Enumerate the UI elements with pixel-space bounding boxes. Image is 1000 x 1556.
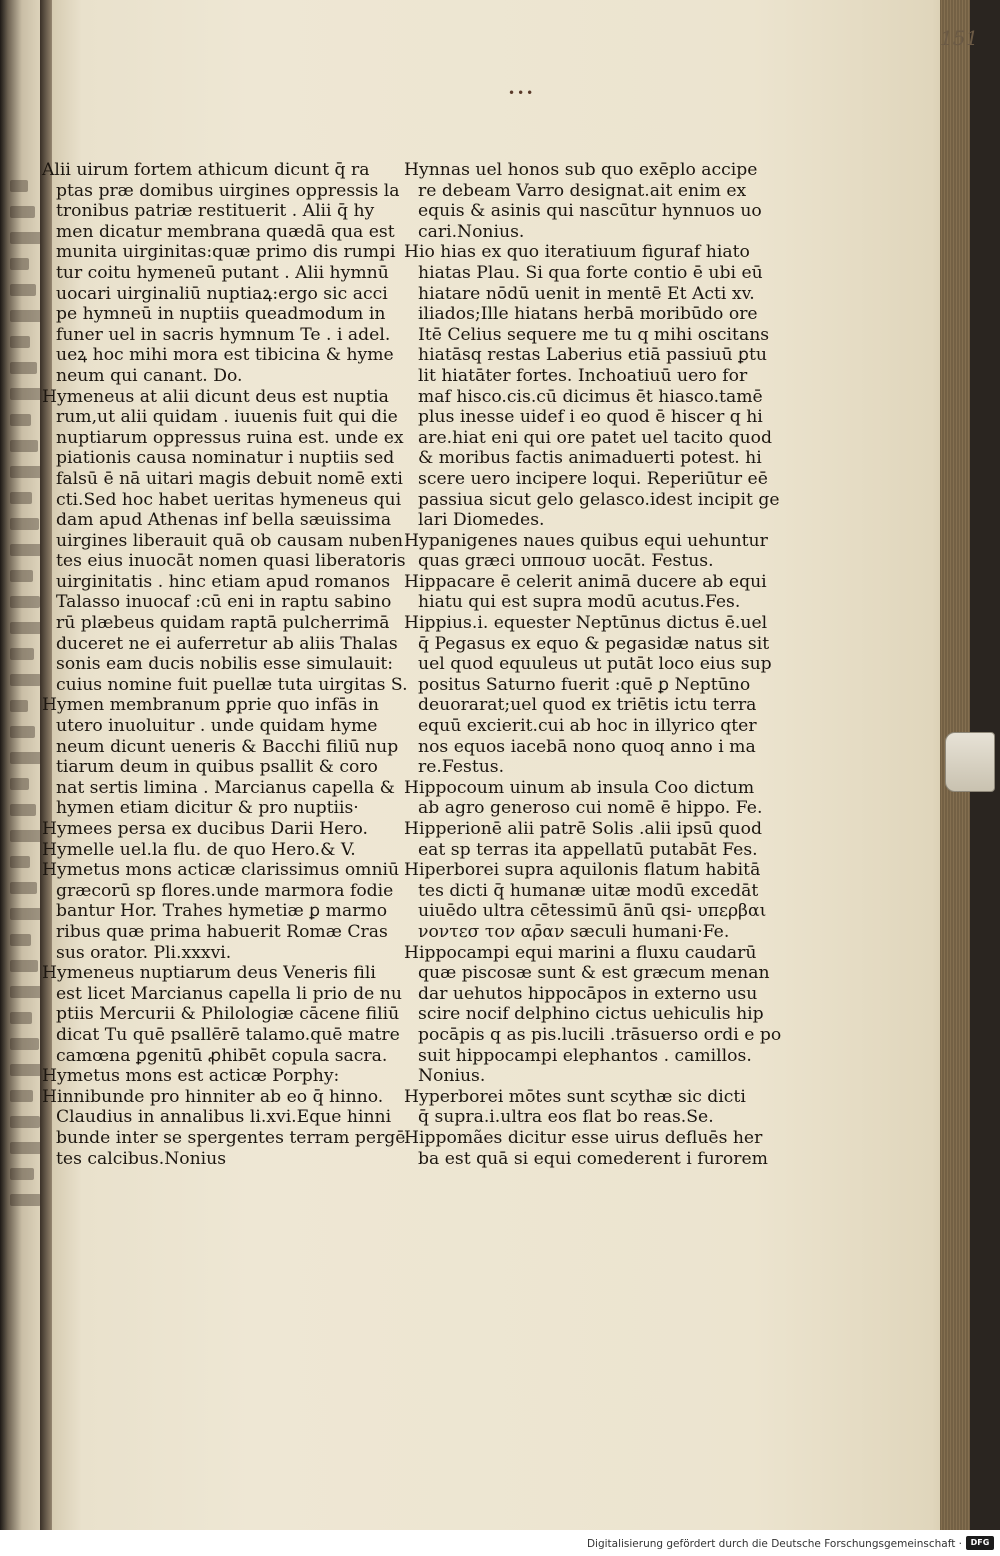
text-line: græcorū sp flores.unde marmora fodie: [56, 880, 394, 901]
text-line: munita uirginitas:quæ primo dis rumpi: [56, 242, 396, 263]
facing-page-text-fragment: [10, 960, 38, 972]
text-line: iliados;Ille hiatans herbā moribūdo ore: [418, 304, 758, 325]
text-line: neum qui canant. Do.: [56, 365, 243, 386]
text-line: tiarum deum in quibus psallit & coro: [56, 757, 378, 778]
text-line: dar uehutos hippocāpos in externo usu: [418, 983, 758, 1004]
text-line: Hipperionē alii patrē Solis .alii ipsū quod: [404, 819, 762, 839]
text-line: ribus quæ prima habuerit Romæ Cras: [56, 921, 388, 942]
text-line: funer uel in sacris hymnum Te . i adel.: [56, 324, 391, 345]
text-line: piationis causa nominatur i nuptiis sed: [56, 448, 395, 469]
text-line: equū excierit.cui ab hoc in illyrico qter: [418, 716, 757, 737]
facing-page-text-fragment: [10, 882, 37, 894]
text-line: ab agro generoso cui nomē ē hippo. Fe.: [418, 798, 763, 819]
text-line: eat sp terras ita appellatū putabāt Fes.: [418, 839, 758, 860]
facing-page-text-fragment: [10, 1168, 34, 1180]
text-line: hiatu qui est supra modū acutus.Fes.: [418, 592, 741, 613]
text-line: rū plæbeus quidam raptā pulcherrimā: [56, 613, 390, 634]
facing-page-text-fragment: [10, 232, 42, 244]
text-line: tur coitu hymeneū putant . Alii hymnū: [56, 262, 389, 283]
text-line: Hinnibunde pro hinniter ab eo q̄ hinno.: [42, 1086, 384, 1107]
text-line: tes calcibus.Nonius: [56, 1148, 227, 1169]
text-line: uirginitatis . hinc etiam apud romanos: [56, 571, 391, 592]
text-line: Hymeneus nuptiarum deus Veneris fili: [42, 963, 376, 984]
facing-page-text-fragment: [10, 674, 41, 686]
text-line: are.hiat eni qui ore patet uel tacito quod: [418, 427, 773, 448]
text-line: dam apud Athenas inf bella sæuissima: [56, 510, 392, 531]
text-line: Nonius.: [418, 1066, 486, 1087]
text-line: suit hippocampi elephantos . camillos.: [418, 1045, 752, 1066]
text-line: ba est quā si equi comederent i furorem: [418, 1148, 768, 1169]
text-line: ptiis Mercurii & Philologiæ cācene filiū: [56, 1004, 400, 1025]
facing-page-text-fragment: [10, 258, 29, 270]
text-line: Itē Celius sequere me tu q mihi oscitans: [418, 324, 770, 345]
funding-credit: Digitalisierung gefördert durch die Deutsche Forschungsgemeinschaft ·: [586, 1538, 962, 1550]
facing-page-text-fragment: [10, 726, 35, 738]
text-line: hiatas Plau. Si qua forte contio ē ubi eū: [418, 262, 763, 283]
text-line: rum,ut alii quidam . iuuenis fuit qui die: [56, 407, 398, 428]
facing-page-text-fragment: [10, 1116, 40, 1128]
dfg-logo: DFG: [966, 1536, 994, 1550]
facing-page-text-fragment: [10, 570, 33, 582]
facing-page-text-fragment: [10, 908, 44, 920]
text-line: men dicatur membrana quædā qua est: [56, 221, 395, 242]
facing-page-text-fragment: [10, 596, 40, 608]
text-line: hiatare nōdū uenit in mentē Et Acti xv.: [418, 283, 755, 304]
text-line: bantur Hor. Trahes hymetiæ ꝑ marmo: [56, 901, 388, 922]
text-line: equis & asinis qui nascūtur hynnuos uo: [418, 201, 762, 222]
facing-page-text-fragment: [10, 414, 31, 426]
text-line: & moribus factis animaduerti potest. hi: [418, 448, 762, 469]
text-line: lit hiatāter fortes. Inchoatiuū uero for: [418, 365, 748, 386]
text-line: scere uero incipere loqui. Reperiūtur eē: [418, 468, 768, 489]
folio-number: 151: [940, 26, 979, 50]
text-line: scire nocif delphino cictus uehiculis hip: [418, 1004, 764, 1025]
left-text-column: [42, 160, 408, 1169]
text-line: hiatāsq restas Laberius etiā passiuū ꝑtu: [418, 345, 767, 366]
text-line: Hymelle uel.la flu. de quo Hero.& V.: [42, 839, 356, 860]
facing-page-text-fragment: [10, 362, 37, 374]
text-line: Hippius.i. equester Neptūnus dictus ē.uel: [404, 613, 768, 634]
facing-page-text-fragment: [10, 1194, 41, 1206]
text-line: maf hisco.cis.cū dicimus ēt hiasco.tamē: [418, 386, 763, 407]
text-line: nos equos iacebā nono quoq anno i ma: [418, 736, 756, 757]
text-line: sonis eam ducis nobilis esse simulauit:: [56, 654, 394, 675]
text-line: nuptiarum oppressus ruina est. unde ex: [56, 427, 404, 448]
facing-page-text-fragment: [10, 1090, 33, 1102]
text-line: Hymetus mons est acticæ Porphy:: [42, 1066, 340, 1087]
text-line: Claudius in annalibus li.xvi.Eque hinni: [56, 1107, 392, 1128]
facing-page-text-fragment: [10, 388, 44, 400]
facing-page-text-fragment: [10, 804, 36, 816]
text-line: Hymetus mons acticæ clarissimus omniū: [42, 860, 400, 881]
facing-page-text-fragment: [10, 492, 32, 504]
text-line: re.Festus.: [418, 757, 505, 778]
text-line: nat sertis limina . Marcianus capella &: [56, 777, 395, 798]
text-line: passiua sicut gelo gelasco.idest incipit ge: [418, 489, 780, 510]
facing-page-text-fragment: [10, 1038, 39, 1050]
text-line: Alii uirum fortem athicum dicunt q̄ ra: [42, 160, 370, 180]
facing-page-text-fragment: [10, 778, 29, 790]
text-line: q̄ Pegasus ex equo & pegasidæ natus sit: [418, 633, 770, 654]
text-line: positus Saturno fuerit :quē ꝑ Neptūno: [418, 674, 751, 695]
text-line: cari.Nonius.: [418, 221, 525, 242]
text-line: re debeam Varro designat.ait enim ex: [418, 180, 747, 201]
text-line: pe hymneū in nuptiis queadmodum in: [56, 304, 386, 325]
text-line: deuorarat;uel quod ex triētis ictu terra: [418, 695, 757, 716]
facing-page-text-fragment: [10, 856, 30, 868]
facing-page-text-fragment: [10, 518, 39, 530]
text-line: Hippocampi equi marini a fluxu caudarū: [404, 942, 757, 963]
text-line: falsū ē nā uitari magis debuit nomē exti: [56, 468, 403, 489]
text-line: Hypanigenes naues quibus equi uehuntur: [404, 530, 768, 551]
text-line: sus orator. Pli.xxxvi.: [56, 942, 232, 963]
text-line: uiuēdo ultra cētessimū ānū qsi- υπερβαι: [418, 901, 767, 922]
text-line: ueꝝ hoc mihi mora est tibicina & hyme: [56, 345, 394, 366]
text-line: hymen etiam dicitur & pro nuptiis·: [56, 798, 359, 819]
text-line: ptas præ domibus uirgines oppressis la: [56, 180, 400, 201]
text-line: Hymen membranum ꝑprie quo infās in: [42, 695, 380, 716]
text-line: utero inuoluitur . unde quidam hyme: [56, 716, 378, 737]
ornament-dots: •••: [508, 86, 536, 100]
facing-page-text-fragment: [10, 180, 28, 192]
text-line: uirgines liberauit quā ob causam nuben: [56, 530, 404, 551]
text-line: Hynnas uel honos sub quo exēplo accipe: [404, 160, 758, 180]
facing-page-text-fragment: [10, 830, 43, 842]
text-line: Hippomães dicitur esse uirus defluēs her: [404, 1127, 763, 1148]
facing-page-text-fragment: [10, 284, 36, 296]
facing-page-text-fragment: [10, 336, 30, 348]
text-line: duceret ne ei auferretur ab aliis Thalas: [56, 633, 398, 654]
text-line: Hymees persa ex ducibus Darii Hero.: [42, 819, 369, 839]
text-line: dicat Tu quē psallērē talamo.quē matre: [56, 1024, 400, 1045]
text-line: Hio hias ex quo iteratiuum figuraf hiato: [404, 242, 750, 263]
text-line: camœna ꝑgenitū ꝓhibēt copula sacra.: [56, 1045, 388, 1066]
text-line: tes dicti q̄ humanæ uitæ modū excedāt: [418, 880, 759, 901]
text-line: q̄ supra.i.ultra eos flat bo reas.Se.: [418, 1107, 714, 1128]
right-text-column: [404, 160, 782, 1169]
facing-page-text-fragment: [10, 700, 28, 712]
text-line: cti.Sed hoc habet ueritas hymeneus qui: [56, 489, 402, 510]
facing-page-text-fragment: [10, 206, 35, 218]
text-line: Hyperborei mōtes sunt scythæ sic dicti: [404, 1086, 746, 1107]
text-line: tronibus patriæ restituerit . Alii q̄ hy: [56, 201, 375, 222]
text-line: Hymeneus at alii dicunt deus est nuptia: [42, 386, 389, 407]
text-line: uocari uirginaliū nuptiaꝝ:ergo sic acci: [56, 283, 388, 304]
text-line: uel quod equuleus ut putāt loco eius sup: [418, 654, 772, 675]
text-line: quas græci υπποuσ uocāt. Festus.: [418, 551, 714, 572]
facing-page-text-fragment: [10, 648, 34, 660]
text-line: plus inesse uidef i eo quod ē hiscer q hi: [418, 407, 763, 428]
facing-page-text-fragment: [10, 934, 31, 946]
facing-page-text-fragment: [10, 310, 43, 322]
facing-page-text-fragment: [10, 440, 38, 452]
text-line: bunde inter se spergentes terram pergē: [56, 1127, 406, 1148]
text-line: quæ piscosæ sunt & est græcum menan: [418, 963, 770, 984]
text-line: tes eius inuocāt nomen quasi liberatoris: [56, 551, 406, 572]
bookmark-tab: [945, 732, 995, 792]
text-line: νοντεσ τον αρ̄αν sæculi humani·Fe.: [418, 921, 730, 942]
footer-bar: [0, 1530, 1000, 1556]
text-line: Hiperborei supra aquilonis flatum habitā: [404, 860, 761, 881]
text-line: Talasso inuocaf :cū eni in raptu sabino: [56, 592, 392, 613]
text-line: est licet Marcianus capella li prio de nu: [56, 983, 402, 1004]
text-line: neum dicunt ueneris & Bacchi filiū nup: [56, 736, 399, 757]
text-line: Hippocoum uinum ab insula Coo dictum: [404, 777, 755, 798]
facing-page-text-fragment: [10, 752, 42, 764]
text-line: Hippacare ē celerit animā ducere ab equi: [404, 571, 767, 592]
text-line: pocāpis q as pis.lucili .trāsuerso ordi e po: [418, 1024, 782, 1045]
facing-page-text-fragment: [10, 1012, 32, 1024]
text-line: lari Diomedes.: [418, 510, 545, 531]
text-line: cuius nomine fuit puellæ tuta uirgitas S.: [56, 674, 408, 695]
